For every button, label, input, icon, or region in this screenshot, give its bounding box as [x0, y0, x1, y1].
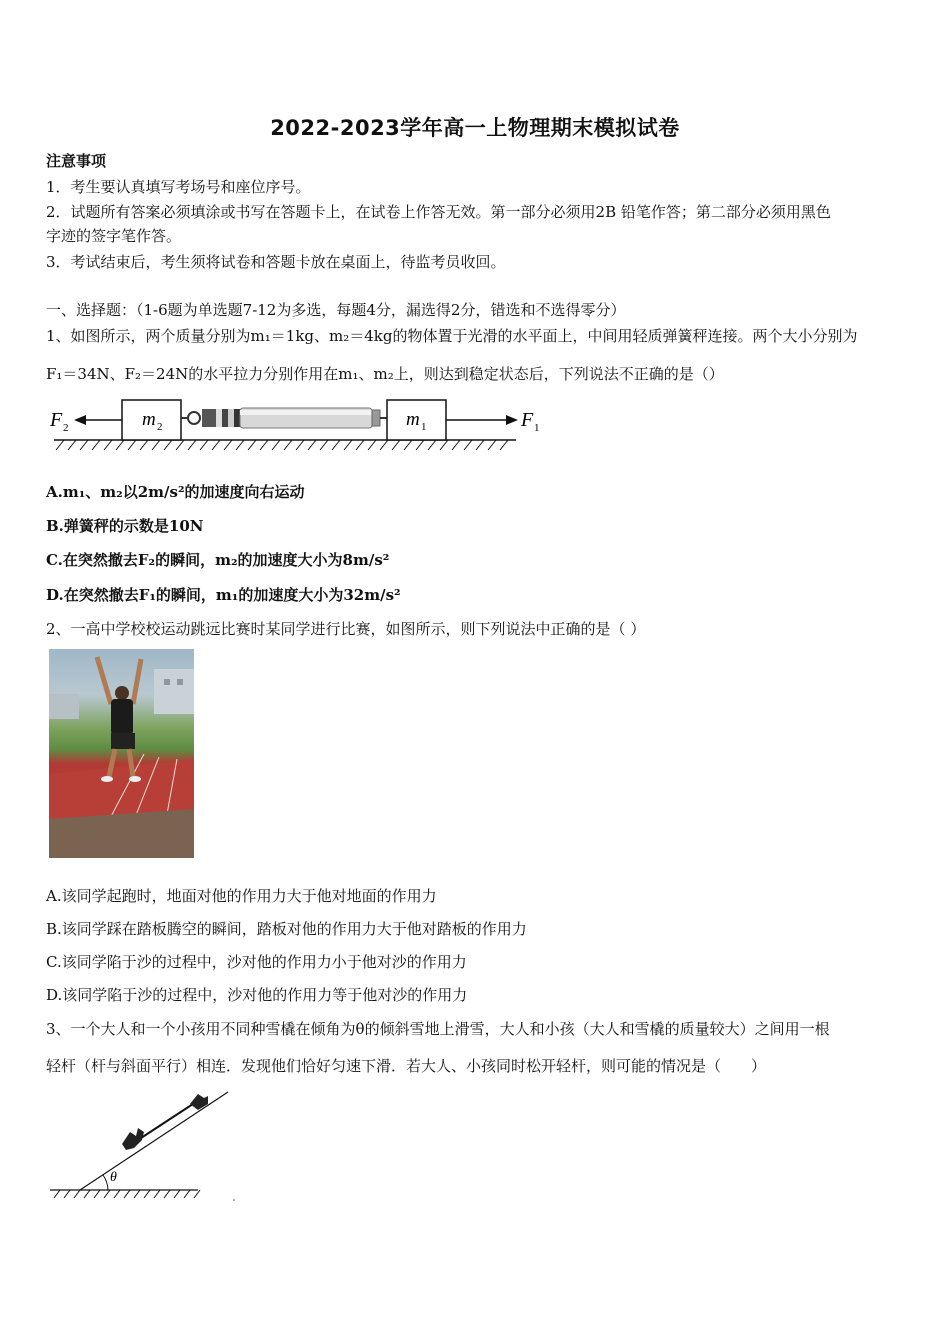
- q1-label-m1-sub: 1: [421, 421, 427, 433]
- section-heading: 一、选择题：（1-6题为单选题7-12为多选，每题4分，漏选得2分，错选和不选得零分）: [46, 301, 626, 319]
- q1-stem-line1: 1、如图所示，两个质量分别为m₁＝1kg、m₂＝4kg的物体置于光滑的水平面上，中间用轻质弹簧秤连接。两个大小分别为: [46, 327, 858, 345]
- q1-label-m2: m: [142, 409, 156, 430]
- q1-option-a: A.m₁、m₂以2m/s²的加速度向右运动: [46, 483, 305, 501]
- q2-option-b: B.该同学踩在踏板腾空的瞬间，踏板对他的作用力大于他对踏板的作用力: [46, 920, 527, 938]
- q3-incline-figure: [46, 1088, 246, 1208]
- q2-option-d: D.该同学陷于沙的过程中，沙对他的作用力等于他对沙的作用力: [46, 986, 468, 1004]
- q1-label-F2: F: [50, 409, 63, 431]
- q1-option-b: B.弹簧秤的示数是10N: [46, 517, 204, 535]
- q1-spring-figure: [46, 398, 556, 456]
- notice-item-2: 2．试题所有答案必须填涂或书写在答题卡上，在试卷上作答无效。第一部分必须用2B 铅笔作答；第二部分必须用黑色: [46, 203, 831, 221]
- notice-item-1: 1．考生要认真填写考场号和座位序号。: [46, 178, 311, 196]
- q2-option-a: A.该同学起跑时，地面对他的作用力大于他对地面的作用力: [46, 887, 437, 905]
- q1-label-F1-sub: 1: [534, 422, 540, 434]
- notice-item-2-cont: 字迹的签字笔作答。: [46, 227, 182, 245]
- q1-option-d: D.在突然撤去F₁的瞬间，m₁的加速度大小为32m/s²: [46, 586, 401, 604]
- q2-stem: 2、一高中学校校运动跳远比赛时某同学进行比赛，如图所示，则下列说法中正确的是（ ）: [46, 620, 646, 638]
- q3-stem-line1: 3、一个大人和一个小孩用不同种雪橇在倾角为θ的倾斜雪地上滑雪，大人和小孩（大人和雪橇的质量较大）之间用一根: [46, 1020, 830, 1038]
- q3-theta-label: θ: [110, 1170, 117, 1185]
- long-jump-photo: [49, 649, 194, 858]
- q1-label-F1: F: [521, 409, 534, 431]
- page-title: 2022-2023学年高一上物理期末模拟试卷: [270, 116, 680, 140]
- q1-stem-line2: F₁＝34N、F₂＝24N的水平拉力分别作用在m₁、m₂上，则达到稳定状态后，下列说法不正确的是（）: [46, 365, 724, 383]
- notice-item-3: 3．考试结束后，考生须将试卷和答题卡放在桌面上，待监考员收回。: [46, 253, 506, 271]
- q1-label-m1: m: [406, 409, 420, 430]
- q1-label-F2-sub: 2: [63, 422, 69, 434]
- adult-sled: [122, 1128, 144, 1150]
- q2-option-c: C.该同学陷于沙的过程中，沙对他的作用力小于他对沙的作用力: [46, 953, 467, 971]
- q1-label-m2-sub: 2: [157, 421, 163, 433]
- q3-stem-line2: 轻杆（杆与斜面平行）相连．发现他们恰好匀速下滑．若大人、小孩同时松开轻杆，则可能的情况是（ ）: [46, 1057, 767, 1075]
- spring-scale: [181, 408, 387, 428]
- notice-heading: 注意事项: [46, 152, 107, 170]
- q1-option-c: C.在突然撤去F₂的瞬间，m₂的加速度大小为8m/s²: [46, 551, 390, 569]
